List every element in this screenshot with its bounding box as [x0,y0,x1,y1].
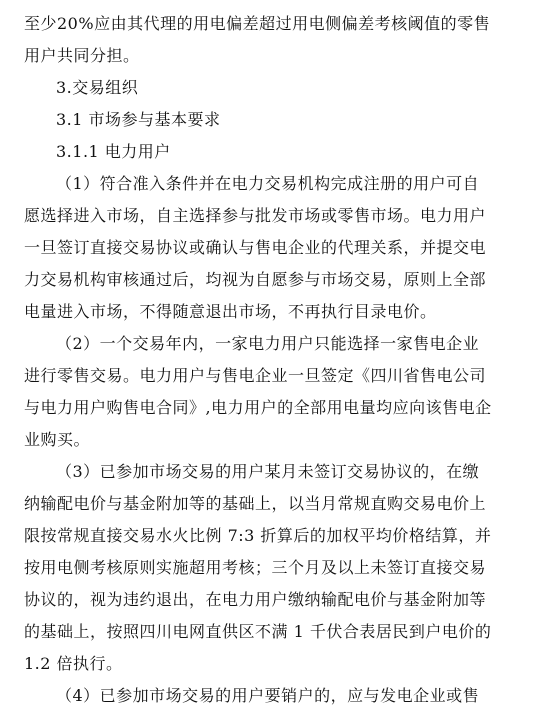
text-line: 限按常规直接交易水火比例 7:3 折算后的加权平均价格结算，并 [24,526,492,545]
text-line: 业购买。 [24,430,91,449]
text-line: 按用电侧考核原则实施超用考核；三个月及以上未签订直接交易 [24,558,487,577]
text-line: 协议的，视为违约退出，在电力用户缴纳输配电价与基金附加等 [24,590,487,609]
text-line: 的基础上，按照四川电网直供区不满 1 千伏合表居民到户电价的 [24,622,492,641]
text-line: 纳输配电价与基金附加等的基础上，以当月常规直购交易电价上 [24,494,487,513]
section-heading: 3.交易组织 [56,78,139,97]
text-line: 愿选择进入市场，自主选择参与批发市场或零售市场。电力用户 [24,206,487,225]
text-line: 力交易机构审核通过后，均视为自愿参与市场交易，原则上全部 [24,270,487,289]
text-line: 电量进入市场，不得随意退出市场，不再执行目录电价。 [24,302,437,321]
subsection-heading: 3.1 市场参与基本要求 [56,110,221,129]
text-line: 与电力用户购售电合同》,电力用户的全部用电量均应向该售电企 [24,398,492,417]
text-line: 进行零售交易。电力用户与售电企业一旦签定《四川省售电公司 [24,366,487,385]
text-line: 至少20%应由其代理的用电偏差超过用电侧偏差考核阈值的零售 [24,14,491,33]
text-line: 用户共同分担。 [24,46,140,65]
text-line: （2）一个交易年内，一家电力用户只能选择一家售电企业 [56,334,480,353]
text-line: （1）符合准入条件并在电力交易机构完成注册的用户可自 [56,174,480,193]
text-line: （3）已参加市场交易的用户某月未签订交易协议的，在缴 [56,462,480,481]
subsubsection-heading: 3.1.1 电力用户 [56,142,171,161]
text-line: 一旦签订直接交易协议或确认与售电企业的代理关系，并提交电 [24,238,487,257]
text-line: （4）已参加市场交易的用户要销户的，应与发电企业或售 [56,686,480,705]
text-line: 1.2 倍执行。 [24,654,123,673]
